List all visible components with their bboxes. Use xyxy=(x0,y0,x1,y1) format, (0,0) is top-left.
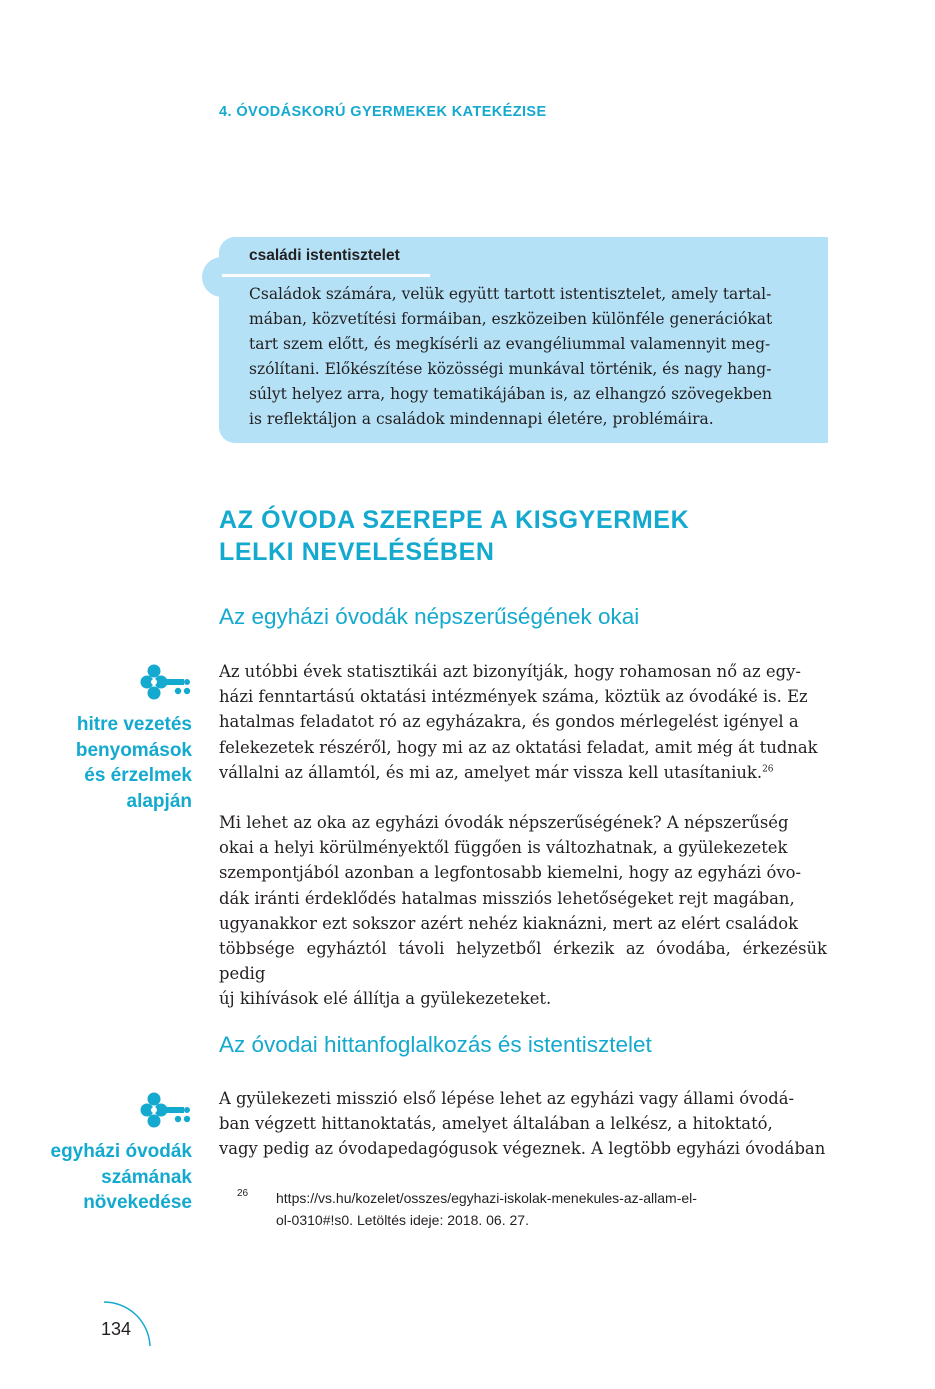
text-line: hatalmas feladatot ró az egyházakra, és gondos mérlegelést igényel a xyxy=(219,712,799,732)
body-paragraph-3 xyxy=(219,1086,827,1162)
glossary-line: súlyt helyez arra, hogy tematikájában is, az elhangzó szövegekben xyxy=(249,385,773,403)
text-line: vagy pedig az óvodapedagógusok végeznek. A legtöbb egyházi óvodában xyxy=(219,1139,826,1159)
body-paragraph-1 xyxy=(219,659,827,785)
text-line: Mi lehet az oka az egyházi óvodák népszerűségének? A népszerűség xyxy=(219,813,789,832)
glossary-line: tart szem előtt, és megkísérli az evangéliummal valamennyit meg- xyxy=(249,335,771,353)
body-paragraph-2 xyxy=(219,810,827,1012)
text-line: házi fenntartású oktatási intézmények száma, köztük az óvodáké is. Ez xyxy=(219,687,808,707)
margin-note-line: növekedése xyxy=(83,1192,192,1213)
glossary-definition xyxy=(249,282,809,432)
text-line: felekezetek részéről, hogy mi az az oktatási feladat, amit még át tudnak xyxy=(219,737,818,757)
running-head: 4. ÓVODÁSKORÚ GYERMEKEK KATEKÉZISE xyxy=(219,104,547,120)
glossary-title: családi istentisztelet xyxy=(249,247,400,264)
key-icon xyxy=(140,662,192,702)
section-title-line: AZ ÓVODA SZEREPE A KISGYERMEK xyxy=(219,506,690,534)
text-line: ugyanakkor ezt sokszor azért nehéz kiaknázni, mert az elért családok xyxy=(219,913,799,933)
margin-note-line: alapján xyxy=(126,790,192,812)
text-line: Az utóbbi évek statisztikái azt bizonyítják, hogy rohamosan nő az egy- xyxy=(219,662,801,681)
footnote-link[interactable]: https://vs.hu/kozelet/osszes/egyhazi-iskolak-menekules-az-allam-el- xyxy=(276,1190,697,1206)
text-line: A gyülekezeti misszió első lépése lehet az egyházi vagy állami óvodá- xyxy=(219,1089,795,1108)
glossary-line: mában, közvetítési formáiban, eszközeiben különféle generációkat xyxy=(249,310,773,328)
footnote-line: ol-0310#!s0. Letöltés ideje: 2018. 06. 27. xyxy=(276,1212,529,1228)
margin-note-line: számának xyxy=(101,1166,192,1188)
glossary-line: Családok számára, velük együtt tartott istentisztelet, amely tartal- xyxy=(249,285,772,303)
text-line: új kihívások elé állítja a gyülekezeteket. xyxy=(219,989,552,1009)
margin-note-line: benyomások xyxy=(75,739,192,761)
footnote-reference[interactable]: 26 xyxy=(762,764,774,775)
text-line xyxy=(219,760,827,785)
subsection-title-1: Az egyházi óvodák népszerűségének okai xyxy=(219,604,640,629)
footnote xyxy=(276,1187,828,1231)
glossary-line: is reflektáljon a családok mindennapi életére, problémáira. xyxy=(249,410,714,428)
subsection-title-2: Az óvodai hittanfoglalkozás és istentisztelet xyxy=(219,1032,652,1057)
section-title xyxy=(219,504,819,568)
glossary-title-underline xyxy=(222,274,430,277)
margin-note-line: egyházi óvodák xyxy=(50,1141,192,1162)
margin-note-line: és érzelmek xyxy=(84,765,192,786)
margin-note-1 xyxy=(22,712,192,814)
margin-note-2 xyxy=(22,1139,192,1216)
text-line-content: vállalni az államtól, és mi az, amelyet már vissza kell utasítaniuk. xyxy=(219,762,763,782)
page-number: 134 xyxy=(101,1319,132,1339)
text-line: ban végzett hittanoktatás, amelyet általában a lelkész, a hitoktató, xyxy=(219,1114,773,1134)
text-line: dák iránti érdeklődés hatalmas missziós lehetőségeket rejt magában, xyxy=(219,888,795,908)
key-icon xyxy=(140,1090,192,1130)
text-line: szempontjából azonban a legfontosabb kiemelni, hogy az egyházi óvo- xyxy=(219,863,802,883)
glossary-line: szólítani. Előkészítése közösségi munkával történik, és nagy hang- xyxy=(249,360,772,378)
text-line: többsége egyháztól távoli helyzetből érkezik az óvodába, érkezésük pedig xyxy=(219,939,827,984)
text-line: okai a helyi körülményektől függően is változhatnak, a gyülekezetek xyxy=(219,838,788,858)
section-title-line: LELKI NEVELÉSÉBEN xyxy=(219,538,495,566)
margin-note-line: hitre vezetés xyxy=(76,714,192,735)
footnote-number: 26 xyxy=(237,1188,249,1199)
